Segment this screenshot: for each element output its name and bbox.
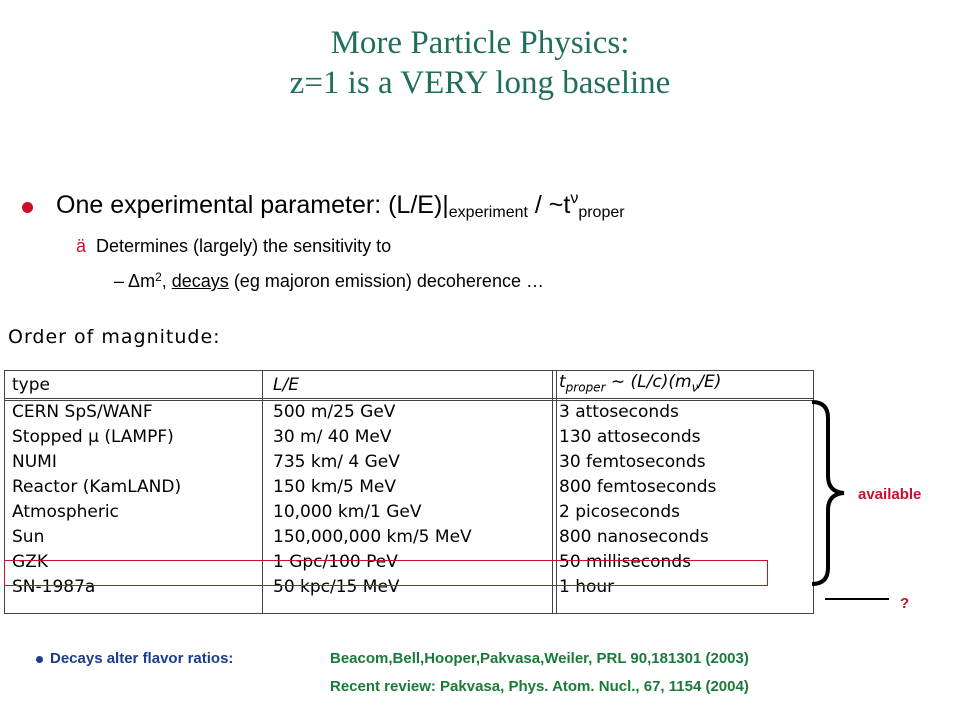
table-row [4,425,814,450]
question-mark: ? [900,595,910,612]
tproper-formula-end: /E) [698,372,722,392]
main-bullet-text [56,190,625,222]
proper-subscript: proper [578,204,625,221]
header-tproper [551,370,814,400]
row-t: 3 attoseconds [559,402,679,423]
reference-1: Beacom,Bell,Hooper,Pakvasa,Weiler, PRL 90,181301 (2003) [330,650,749,667]
row-type: Atmospheric [12,502,119,523]
squared-superscript: 2 [155,270,162,284]
table-row [4,450,814,475]
row-t: 30 femtoseconds [559,452,706,473]
row-t: 50 milliseconds [559,552,691,573]
main-bullet-dot [22,202,33,213]
row-type: SN-1987a [12,577,96,598]
row-t: 1 hour [559,577,615,598]
row-t: 800 nanoseconds [559,527,709,548]
row-le: 10,000 km/1 GeV [273,502,422,523]
nu-superscript: ν [570,190,579,207]
row-type: Reactor (KamLAND) [12,477,182,498]
sub-bullet [76,236,391,257]
table-row [4,500,814,525]
main-bullet-mid: / ~t [527,191,571,219]
table-row [4,475,814,500]
sub-bullet-text: Determines (largely) the sensitivity to [96,236,392,256]
gzk-highlight-box [4,560,768,586]
slide-title-line2: z=1 is a VERY long baseline [289,65,671,101]
row-le: 1 Gpc/100 PeV [273,552,398,573]
delta-symbol: Δ [128,271,141,291]
row-le: 150,000,000 km/5 MeV [273,527,472,548]
nu-sub: ν [691,380,699,395]
row-t: 130 attoseconds [559,427,701,448]
row-type: CERN SpS/WANF [12,402,153,423]
decays-underlined: decays [171,271,229,291]
header-divider-double [4,400,814,401]
comma: , [161,271,172,291]
decays-bullet-dot [36,656,43,663]
table-header-row [4,370,814,400]
order-of-magnitude-label: Order of magnitude: [8,326,221,348]
decays-bullet-text: Decays alter flavor ratios: [50,650,234,667]
table-row [4,525,814,550]
t-symbol: t [559,372,566,392]
slide-title-line1: More Particle Physics: [330,25,630,61]
row-type: NUMI [12,452,57,473]
header-le: L/E [273,374,299,395]
row-le: 30 m/ 40 MeV [273,427,392,448]
available-label: available [858,486,922,503]
right-brace-icon [808,400,852,586]
m-symbol: m [140,271,156,291]
row-type: GZK [12,552,48,573]
header-type: type [12,374,50,395]
sub-sub-bullet-rest: (eg majoron emission) decoherence … [228,271,544,291]
dash-bullet: – [114,271,125,291]
sub-sub-bullet [114,270,544,292]
arrow-bullet-icon: ä [76,236,87,256]
row-le: 735 km/ 4 GeV [273,452,400,473]
row-le: 50 kpc/15 MeV [273,577,400,598]
main-bullet-lead: One experimental parameter: (L/E)| [56,191,449,219]
table-row [4,400,814,425]
row-t: 2 picoseconds [559,502,680,523]
row-type: Stopped μ (LAMPF) [12,427,174,448]
row-type: Sun [12,527,45,548]
tproper-formula: ∼ (L/c)(m [605,372,692,392]
row-le: 500 m/25 GeV [273,402,396,423]
experiment-subscript: experiment [448,204,528,221]
question-pointer-line [825,598,889,600]
row-t: 800 femtoseconds [559,477,717,498]
row-le: 150 km/5 MeV [273,477,396,498]
reference-2: Recent review: Pakvasa, Phys. Atom. Nucl., 67, 1154 (2004) [330,678,749,695]
proper-sub: proper [565,380,606,395]
header-divider [4,398,814,399]
